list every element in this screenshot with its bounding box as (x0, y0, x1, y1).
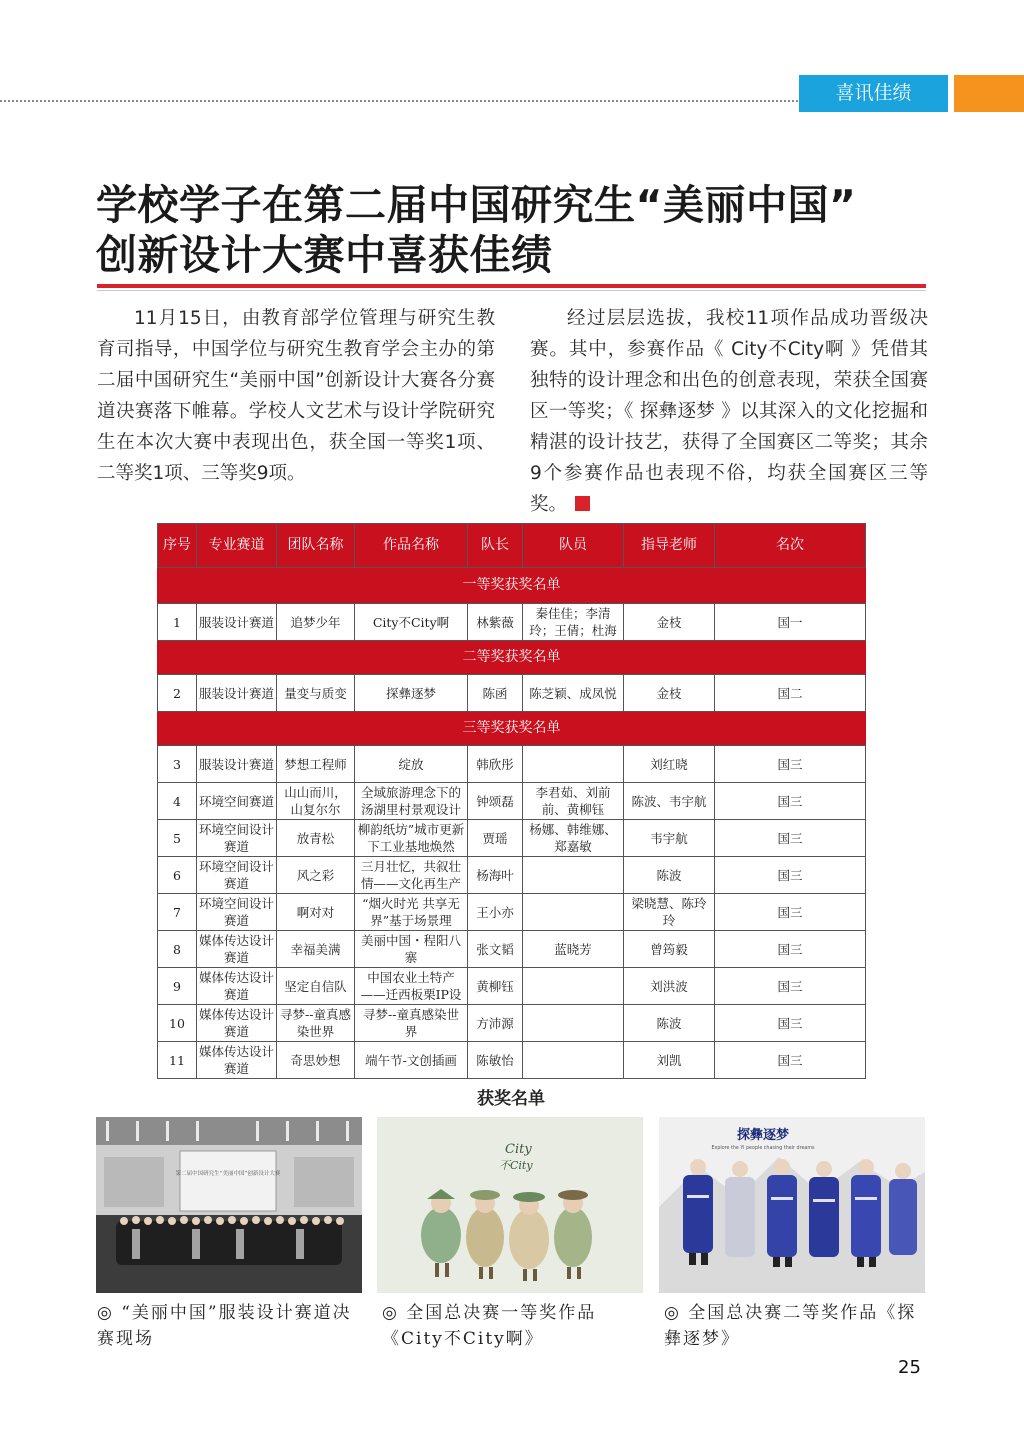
cell-rank: 国三 (715, 931, 866, 968)
cell-captain: 陈敏怡 (468, 1042, 523, 1079)
cell-advisor: 刘红晓 (624, 746, 715, 783)
cell-work: 美丽中国・程阳八寨 (355, 931, 468, 968)
cell-advisor: 梁晓慧、陈玲玲 (624, 894, 715, 931)
cell-advisor: 韦宇航 (624, 820, 715, 857)
cell-work: 探彝逐梦 (355, 675, 468, 712)
cell-rank: 国三 (715, 820, 866, 857)
cell-advisor: 刘洪波 (624, 968, 715, 1005)
table-header-row (158, 524, 866, 568)
cell-rank: 国二 (715, 675, 866, 712)
cell-team: 追梦少年 (277, 604, 355, 641)
cell-captain: 贾瑶 (468, 820, 523, 857)
city-logo-line1: City (505, 1142, 532, 1157)
cell-team: 奇思妙想 (277, 1042, 355, 1079)
cell-index: 9 (158, 968, 197, 1005)
table-row (158, 857, 866, 894)
section-row-first-prize (158, 568, 866, 604)
table-row (158, 746, 866, 783)
table-row (158, 968, 866, 1005)
cell-captain: 方沛源 (468, 1005, 523, 1042)
cell-track: 服装设计赛道 (197, 604, 277, 641)
body-paragraph-right (530, 303, 928, 520)
cell-members (523, 857, 624, 894)
cell-team: 梦想工程师 (277, 746, 355, 783)
table-row (158, 783, 866, 820)
photo-caption-second-prize: ◎ 全国总决赛二等奖作品《探彝逐梦》 (664, 1303, 917, 1349)
article-title (96, 180, 956, 280)
work-subtitle-text: Explore the Yi people chasing their dreams (711, 1146, 815, 1151)
cell-work: 全域旅游理念下的汤湖里村景观设计 (355, 783, 468, 820)
photo-second-prize-work (659, 1117, 925, 1293)
cell-team: 啊对对 (277, 894, 355, 931)
header-dotted-line (0, 100, 798, 102)
th-rank: 名次 (715, 524, 866, 568)
cell-index: 11 (158, 1042, 197, 1079)
title-line-1: 学校学子在第二届中国研究生“美丽中国” (96, 181, 857, 229)
photo-caption-first-prize: ◎ 全国总决赛一等奖作品《City不City啊》 (382, 1303, 597, 1349)
cell-advisor: 陈波 (624, 857, 715, 894)
cell-members: 陈芝颖、成凤悦 (523, 675, 624, 712)
cell-track: 媒体传达设计赛道 (197, 1042, 277, 1079)
cell-team: 量变与质变 (277, 675, 355, 712)
cell-work: City不City啊 (355, 604, 468, 641)
cell-work: 寻梦--童真感染世界 (355, 1005, 468, 1042)
cell-members: 蓝晓芳 (523, 931, 624, 968)
table-row (158, 931, 866, 968)
cell-members: 秦佳佳；李清玲；王倩；杜海 (523, 604, 624, 641)
cell-captain: 杨海叶 (468, 857, 523, 894)
cell-track: 媒体传达设计赛道 (197, 968, 277, 1005)
cell-track: 环境空间赛道 (197, 783, 277, 820)
cell-captain: 林紫薇 (468, 604, 523, 641)
page-number: 25 (898, 1357, 921, 1378)
cell-rank: 国三 (715, 746, 866, 783)
cell-work: 中国农业土特产——迁西板栗IP设 (355, 968, 468, 1005)
cell-track: 媒体传达设计赛道 (197, 1005, 277, 1042)
cell-rank: 国三 (715, 783, 866, 820)
cell-index: 7 (158, 894, 197, 931)
section-tag: 喜讯佳绩 (799, 75, 948, 112)
cell-rank: 国三 (715, 894, 866, 931)
cell-rank: 国三 (715, 1042, 866, 1079)
th-members: 队员 (523, 524, 624, 568)
cell-rank: 国三 (715, 1005, 866, 1042)
cell-captain: 陈函 (468, 675, 523, 712)
cell-members: 李君茹、刘前前、黄柳钰 (523, 783, 624, 820)
cell-index: 4 (158, 783, 197, 820)
body-paragraph-left: 11月15日，由教育部学位管理与研究生教育司指导，中国学位与研究生教育学会主办的第二届中国研究生“美丽中国”创新设计大赛各分赛道决赛落下帷幕。学校人文艺术与设计学院研究生在本次大赛中表现出色，获全国一等奖1项、二等奖1项、三等奖9项。 (97, 308, 495, 484)
cell-work: 三月壮忆，共叙壮情——文化再生产 (355, 857, 468, 894)
th-work: 作品名称 (355, 524, 468, 568)
title-rule-thin (97, 290, 926, 291)
cell-advisor: 陈波、韦宇航 (624, 783, 715, 820)
cell-team: 风之彩 (277, 857, 355, 894)
cell-advisor: 金枝 (624, 604, 715, 641)
body-paragraph-right-text: 经过层层选拔，我校11项作品成功晋级决赛。其中，参赛作品《 City不City啊 》凭借其独特的设计理念和出色的创意表现，荣获全国赛区一等奖；《 探彝逐梦 》以其深入的文化挖掘和精湛的设计技艺，获得了全国赛区二等奖；其余9个参赛作品也表现不俗，均获全国赛区三等奖。 (530, 308, 928, 515)
cell-work: 柳韵纸坊”城市更新下工业基地焕然 (355, 820, 468, 857)
section-label: 二等奖获奖名单 (158, 641, 866, 675)
section-row-second-prize (158, 641, 866, 675)
th-track: 专业赛道 (197, 524, 277, 568)
cell-track: 服装设计赛道 (197, 675, 277, 712)
cell-track: 环境空间设计赛道 (197, 894, 277, 931)
cell-members (523, 968, 624, 1005)
cell-index: 1 (158, 604, 197, 641)
cell-track: 服装设计赛道 (197, 746, 277, 783)
cell-advisor: 金枝 (624, 675, 715, 712)
section-label: 一等奖获奖名单 (158, 568, 866, 604)
stage-banner-text: 第二届中国研究生“美丽中国”创新设计大赛 (175, 1171, 281, 1177)
cell-index: 3 (158, 746, 197, 783)
cell-index: 6 (158, 857, 197, 894)
table-caption: 获奖名单 (477, 1089, 545, 1109)
cell-track: 环境空间设计赛道 (197, 857, 277, 894)
cell-team: 寻梦--童真感染世界 (277, 1005, 355, 1042)
cell-track: 环境空间设计赛道 (197, 820, 277, 857)
city-logo-line2: 不City (499, 1159, 533, 1172)
cell-index: 2 (158, 675, 197, 712)
cell-index: 5 (158, 820, 197, 857)
cell-advisor: 陈波 (624, 1005, 715, 1042)
cell-members (523, 1005, 624, 1042)
table-row (158, 1042, 866, 1079)
cell-captain: 张文韬 (468, 931, 523, 968)
th-index: 序号 (158, 524, 197, 568)
cell-rank: 国三 (715, 857, 866, 894)
cell-members (523, 1042, 624, 1079)
award-table (157, 523, 866, 1079)
cell-team: 幸福美满 (277, 931, 355, 968)
section-row-third-prize (158, 712, 866, 746)
cell-rank: 国三 (715, 968, 866, 1005)
cell-track: 媒体传达设计赛道 (197, 931, 277, 968)
cell-work: 绽放 (355, 746, 468, 783)
title-line-2: 创新设计大赛中喜获佳绩 (96, 231, 553, 279)
cell-team: 山山而川，山复尔尔 (277, 783, 355, 820)
work-title-text: 探彝逐梦 (736, 1128, 790, 1143)
th-captain: 队长 (468, 524, 523, 568)
cell-advisor: 曾筠毅 (624, 931, 715, 968)
cell-index: 8 (158, 931, 197, 968)
photo-final-stage (96, 1117, 362, 1293)
table-row (158, 604, 866, 641)
end-mark-icon (575, 496, 590, 511)
table-row (158, 820, 866, 857)
photo-caption-final-stage: ◎ “美丽中国”服装设计赛道决赛现场 (97, 1303, 352, 1349)
photo-first-prize-illustration (377, 1117, 643, 1293)
photo-final-stage-illustration (96, 1117, 362, 1293)
cell-advisor: 刘凯 (624, 1042, 715, 1079)
table-row (158, 675, 866, 712)
title-rule (97, 284, 926, 288)
cell-index: 10 (158, 1005, 197, 1042)
th-advisor: 指导老师 (624, 524, 715, 568)
cell-members (523, 894, 624, 931)
cell-members: 杨娜、韩维娜、郑嘉敏 (523, 820, 624, 857)
cell-work: “烟火时光 共享无界”基于场景理 (355, 894, 468, 931)
th-team: 团队名称 (277, 524, 355, 568)
cell-team: 坚定自信队 (277, 968, 355, 1005)
cell-captain: 钟颂磊 (468, 783, 523, 820)
cell-team: 放青松 (277, 820, 355, 857)
photo-first-prize-work (377, 1117, 643, 1293)
cell-captain: 王小亦 (468, 894, 523, 931)
cell-captain: 韩欣彤 (468, 746, 523, 783)
cell-captain: 黄柳钰 (468, 968, 523, 1005)
cell-work: 端午节-文创插画 (355, 1042, 468, 1079)
cell-members (523, 746, 624, 783)
photo-second-prize-illustration (659, 1117, 925, 1293)
table-row (158, 894, 866, 931)
section-tag-accent (954, 75, 1024, 112)
section-label: 三等奖获奖名单 (158, 712, 866, 746)
table-row (158, 1005, 866, 1042)
cell-rank: 国一 (715, 604, 866, 641)
